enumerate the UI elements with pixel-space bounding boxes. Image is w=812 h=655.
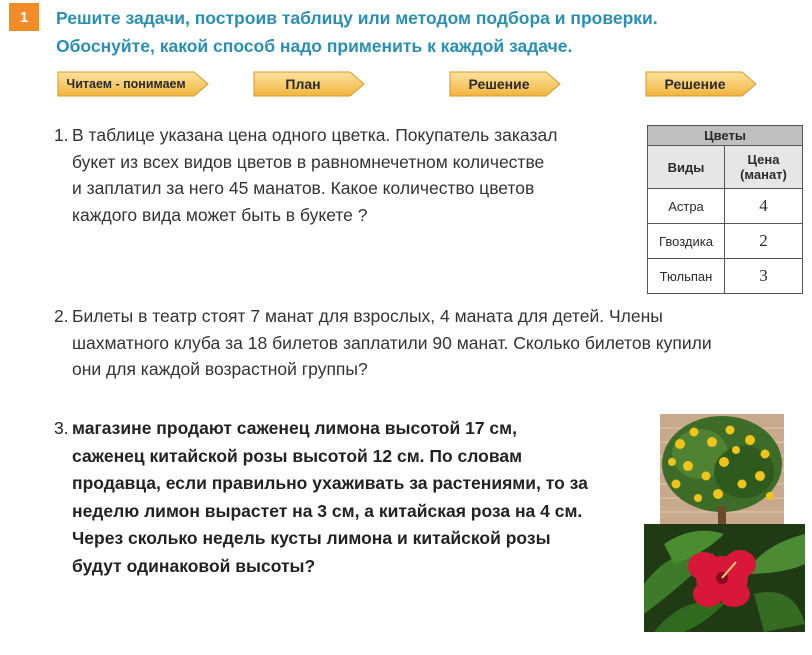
table-row (648, 224, 803, 259)
column-header-kinds: Виды (648, 146, 725, 189)
problem-text (72, 122, 557, 228)
step-label: Читаем - понимаем (66, 77, 186, 91)
problem-number: 1. (54, 125, 69, 145)
problem-line: шахматного клуба за 18 билетов заплатили 90 манат. Сколько билетов купили (72, 332, 712, 353)
problem-line: будут одинаковой высоты? (72, 555, 316, 576)
price-header-line: Цена (747, 152, 780, 167)
column-header-price (725, 146, 803, 189)
problem-line: букет из всех видов цветов в равномнечетном количестве (72, 151, 545, 172)
instruction-line-1: Решите задачи, построив таблицу или методом подбора и проверки. (56, 8, 658, 28)
problem-number: 3. (54, 418, 69, 438)
problem-line: продавца, если правильно ухаживать за растениями, то за (72, 473, 588, 493)
problem-line: магазине продают саженец лимона высотой 17 см, (72, 418, 517, 438)
task-number-badge: 1 (9, 3, 39, 31)
problem-text (72, 415, 588, 580)
problem-line: саженец китайской розы высотой 12 см. По словам (72, 445, 523, 466)
problem-line: каждого вида может быть в букете ? (72, 204, 368, 225)
flower-name: Гвоздика (648, 224, 725, 259)
flower-price-table (647, 125, 803, 294)
problem-line: они для каждой возрастной группы? (72, 359, 368, 379)
instruction-line-2: Обоснуйте, какой способ надо применить к каждой задаче. (56, 36, 573, 56)
problem-line: Билеты в театр стоят 7 манат для взрослых, 4 маната для детей. Члены (72, 306, 663, 326)
flower-price: 4 (725, 189, 803, 224)
problem-line: и заплатил за него 45 манатов. Какое количество цветов (72, 178, 535, 198)
problem-text (72, 303, 712, 383)
step-label: Решение (468, 76, 530, 92)
step-label: Решение (664, 76, 726, 92)
lemon-tree-photo (660, 414, 784, 524)
problem-number: 2. (54, 306, 69, 326)
price-header-unit: (манат) (740, 167, 787, 182)
step-check (644, 70, 758, 98)
problem-2 (54, 303, 794, 385)
flower-price: 2 (725, 224, 803, 259)
hibiscus-photo (644, 524, 805, 632)
flower-name: Тюльпан (648, 259, 725, 294)
table-caption: Цветы (648, 126, 803, 146)
flower-name: Астра (648, 189, 725, 224)
step-plan (252, 70, 366, 98)
problem-1 (54, 122, 634, 232)
flower-price: 3 (725, 259, 803, 294)
step-solution (448, 70, 562, 98)
table-row (648, 259, 803, 294)
problem-line: Через сколько недель кусты лимона и китайской розы (72, 528, 551, 548)
problem-line: В таблице указана цена одного цветка. Покупатель заказал (72, 125, 558, 145)
problem-3 (54, 415, 634, 585)
step-label: План (285, 76, 321, 92)
step-read-understand (56, 70, 210, 98)
table-row (648, 189, 803, 224)
problem-line: неделю лимон вырастет на 3 см, а китайская роза на 4 см. (72, 500, 583, 521)
